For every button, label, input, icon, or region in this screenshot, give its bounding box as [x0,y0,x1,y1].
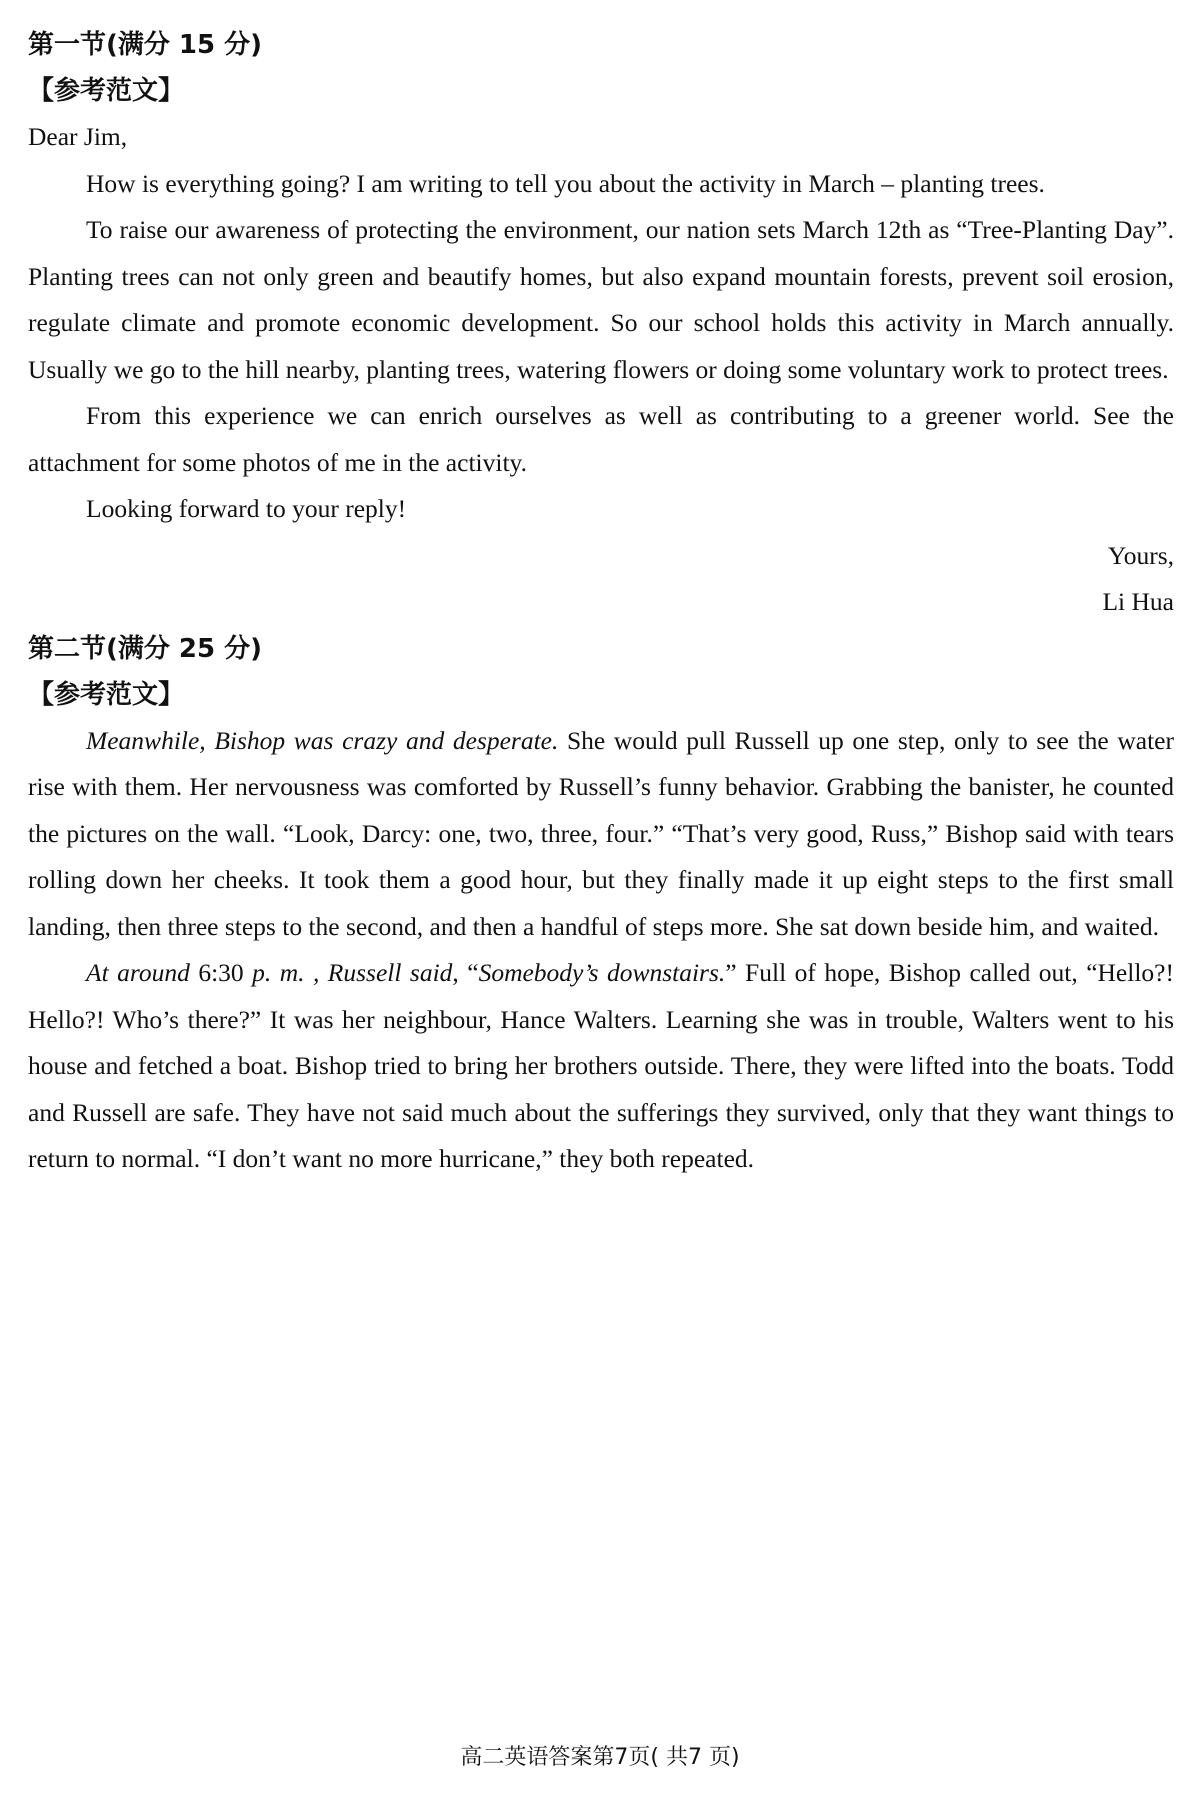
story-paragraph-2-lead-b: p. m. , Russell said [243,958,453,987]
story-paragraph-1-body: She would pull Russell up one step, only to see the water rise with them. Her nervousness was comforted by Russell’s funny behavior. Grabbing the banister, he counted the pictures on the wall. “Look, Darcy: one, two, three, four.” “That’s very good, Russ,” Bishop said with tears rolling down her cheeks. It took them a good hour, but they finally made it up eight steps to the first small landing, then three steps to the second, and then a handful of steps more. She sat down beside him, and waited. [28,725,1174,941]
letter-signature: Li Hua [1102,587,1174,616]
letter-salutation: Dear Jim, [28,122,128,151]
answer-page [28,22,1174,1183]
section2-label: 【参考范文】 [28,679,185,710]
letter-paragraph-4: Looking forward to your reply! [86,494,407,523]
section1-heading: 第一节(满分 15 分) [28,30,263,60]
letter-paragraph-3: From this experience we can enrich ourselves as well as contributing to a greener world. See the attachment for some photos of me in the activity. [28,401,1174,477]
story-paragraph-2-time: 6:30 [198,958,244,987]
page-footer: 高二英语答案第7页( 共7 页) [460,1745,740,1770]
story-paragraph-2-body: ” Full of hope, Bishop called out, “Hello?! Hello?! Who’s there?” It was her neighbour, Hance Walters. Learning she was in trouble, Walters went to his house and fetched a boat. Bishop tried to bring her brothers outside. There, they were lifted into the boats. Todd and Russell are safe. They have not said much about the sufferings they survived, only that they want things to return to normal. “I don’t want no more hurricane,” they both repeated. [28,958,1174,1173]
story-paragraph-2 [28,950,1174,1183]
letter-closing: Yours, [1107,540,1174,570]
section1-label: 【参考范文】 [28,76,185,106]
letter-paragraph-2: To raise our awareness of protecting the environment, our nation sets March 12th as “Tree-Planting Day”. Planting trees can not only green and beautify homes, but also expand mountain forests, prevent soil erosion, regulate climate and promote economic development. So our school holds this activity in March annually. Usually we go to the hill nearby, planting trees, watering flowers or doing some voluntary work to protect trees. [28,215,1174,384]
story-paragraph-2-quote: Somebody’s downstairs. [478,958,726,987]
story-paragraph-1-lead: Meanwhile, Bishop was crazy and desperate. [86,725,559,755]
story-paragraph-2-comma: , “ [452,958,479,987]
story-paragraph-1 [28,718,1174,951]
letter-paragraph-1: How is everything going? I am writing to tell you about the activity in March – planting trees. [86,168,1045,198]
section2-heading: 第二节(满分 25 分) [28,633,263,664]
story-paragraph-2-lead-a: At around [86,958,199,987]
